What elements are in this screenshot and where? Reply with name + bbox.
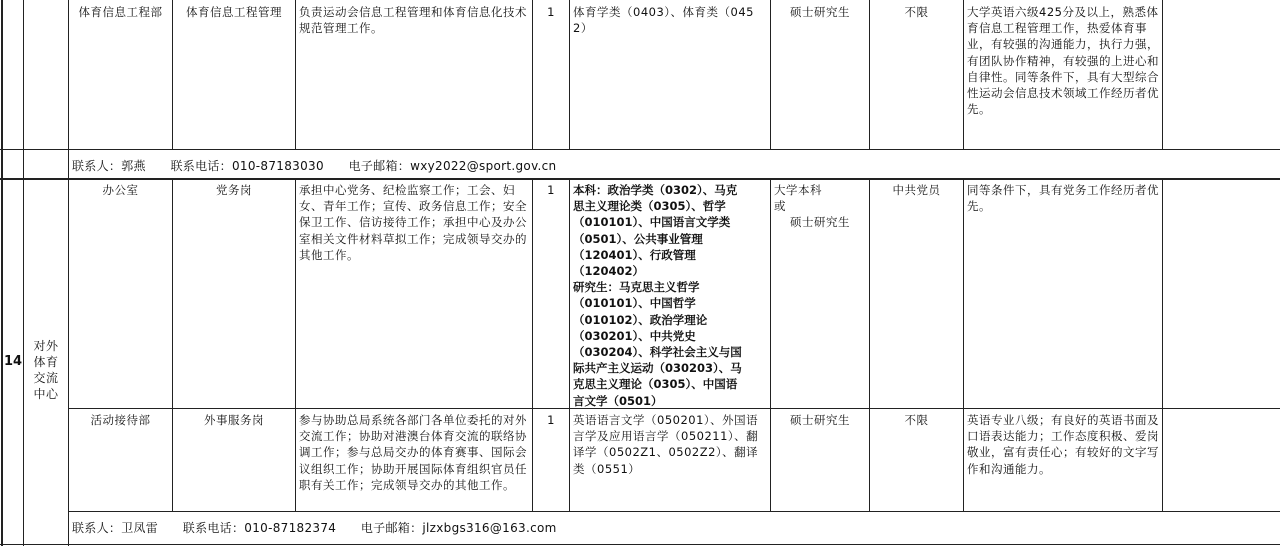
other-requirements-cell: 同等条件下，具有党务工作经历者优先。 xyxy=(967,183,1159,214)
unit-number: 14 xyxy=(4,354,23,369)
major-line: （120401）、行政管理 xyxy=(573,247,696,262)
major-line: 本科：政治学类（0302）、马克 xyxy=(573,183,738,197)
education-cell: 硕士研究生 xyxy=(790,5,850,19)
row-divider xyxy=(0,544,1280,545)
major-line: 言文学（0501） xyxy=(573,393,663,408)
education-line: 硕士研究生 xyxy=(790,215,850,230)
col-divider xyxy=(1162,0,1163,149)
education-cell: 硕士研究生 xyxy=(790,413,850,427)
education-line: 或 xyxy=(774,199,786,214)
major-cell: 体育学类（0403）、体育类（0452） xyxy=(573,5,754,36)
col-divider xyxy=(869,0,870,149)
major-cell: 英语语言文学（050201）、外国语言学及应用语言学（050211）、翻译学（0502Z1、0502Z2）、翻译类（0551） xyxy=(573,413,759,476)
education-cell xyxy=(771,180,869,233)
duties-cell: 承担中心党务、纪检监察工作；工会、妇女、青年工作；宣传、政务信息工作；安全保卫工作、信访接待工作；承担中心及办公室相关文件材料草拟工作；完成领导交办的其他工作。 xyxy=(299,183,527,262)
col-divider xyxy=(172,0,173,149)
major-line: （030204）、科学社会主义与国 xyxy=(573,345,742,360)
politics-cell: 中共党员 xyxy=(892,183,941,197)
col-divider xyxy=(1,0,3,546)
position-cell: 体育信息工程管理 xyxy=(186,5,282,19)
major-line: 际共产主义运动（030203）、马 xyxy=(573,361,742,376)
col-divider xyxy=(869,178,870,511)
col-divider xyxy=(172,178,173,511)
major-line: （010102）、政治学理论 xyxy=(573,312,708,327)
major-cell xyxy=(570,180,770,411)
department-cell: 体育信息工程部 xyxy=(78,5,163,19)
position-cell: 党务岗 xyxy=(216,183,252,197)
politics-cell: 不限 xyxy=(904,413,929,427)
major-line: （030201）、中共党史 xyxy=(573,328,696,343)
count-cell: 1 xyxy=(547,413,555,427)
position-cell: 外事服务岗 xyxy=(204,413,264,427)
education-line: 大学本科 xyxy=(774,183,822,197)
major-line: （0501）、公共事业管理 xyxy=(573,231,703,246)
col-divider xyxy=(770,0,771,149)
col-divider xyxy=(23,0,24,546)
count-cell: 1 xyxy=(547,183,555,197)
col-divider xyxy=(1162,178,1163,511)
major-line: （010101）、中国语言文学类 xyxy=(573,215,731,230)
department-cell: 办公室 xyxy=(102,183,139,197)
contact-line: 联系人：郭燕 联系电话：010-87183030 电子邮箱：wxy2022@sport.gov.cn xyxy=(72,159,557,173)
col-divider xyxy=(68,0,69,546)
duties-cell: 参与协助总局系统各部门各单位委托的对外交流工作；协助对港澳台体育交流的联络协调工作；参与总局交办的体育赛事、国际会议组织工作；协助开展国际体育组织官员任职有关工作；完成领导交办的其他工作。 xyxy=(299,413,527,492)
politics-cell: 不限 xyxy=(904,5,929,19)
duties-cell: 负责运动会信息工程管理和体育信息化技术规范管理工作。 xyxy=(299,5,527,36)
department-cell: 活动接待部 xyxy=(90,413,151,427)
unit-name: 对外体育交流中心 xyxy=(33,339,59,401)
col-divider xyxy=(532,0,533,149)
col-divider xyxy=(532,178,533,511)
major-line: （120402） xyxy=(573,264,645,279)
other-requirements-cell: 英语专业八级；有良好的英语书面及口语表达能力；工作态度积极、爱岗敬业，富有责任心；有较好的文字写作和沟通能力。 xyxy=(967,413,1159,476)
major-line: （010101）、中国哲学 xyxy=(573,296,696,311)
contact-line: 联系人：卫凤雷 联系电话：010-87182374 电子邮箱：jlzxbgs316@163.com xyxy=(72,521,557,535)
major-line: 研究生：马克思主义哲学 xyxy=(573,280,700,295)
count-cell: 1 xyxy=(547,5,555,19)
row-divider xyxy=(0,149,1280,150)
row-divider xyxy=(68,511,1280,512)
major-line: 思主义理论类（0305）、哲学 xyxy=(573,199,726,214)
other-requirements-cell: 大学英语六级425分及以上，熟悉体育信息工程管理工作，热爱体育事业，有较强的沟通能力，执行力强，有团队协作精神，有较强的上进心和自律性。同等条件下，具有大型综合性运动会信息技术领域工作经历者优先。 xyxy=(967,5,1159,117)
major-line: 克思主义理论（0305）、中国语 xyxy=(573,377,738,392)
